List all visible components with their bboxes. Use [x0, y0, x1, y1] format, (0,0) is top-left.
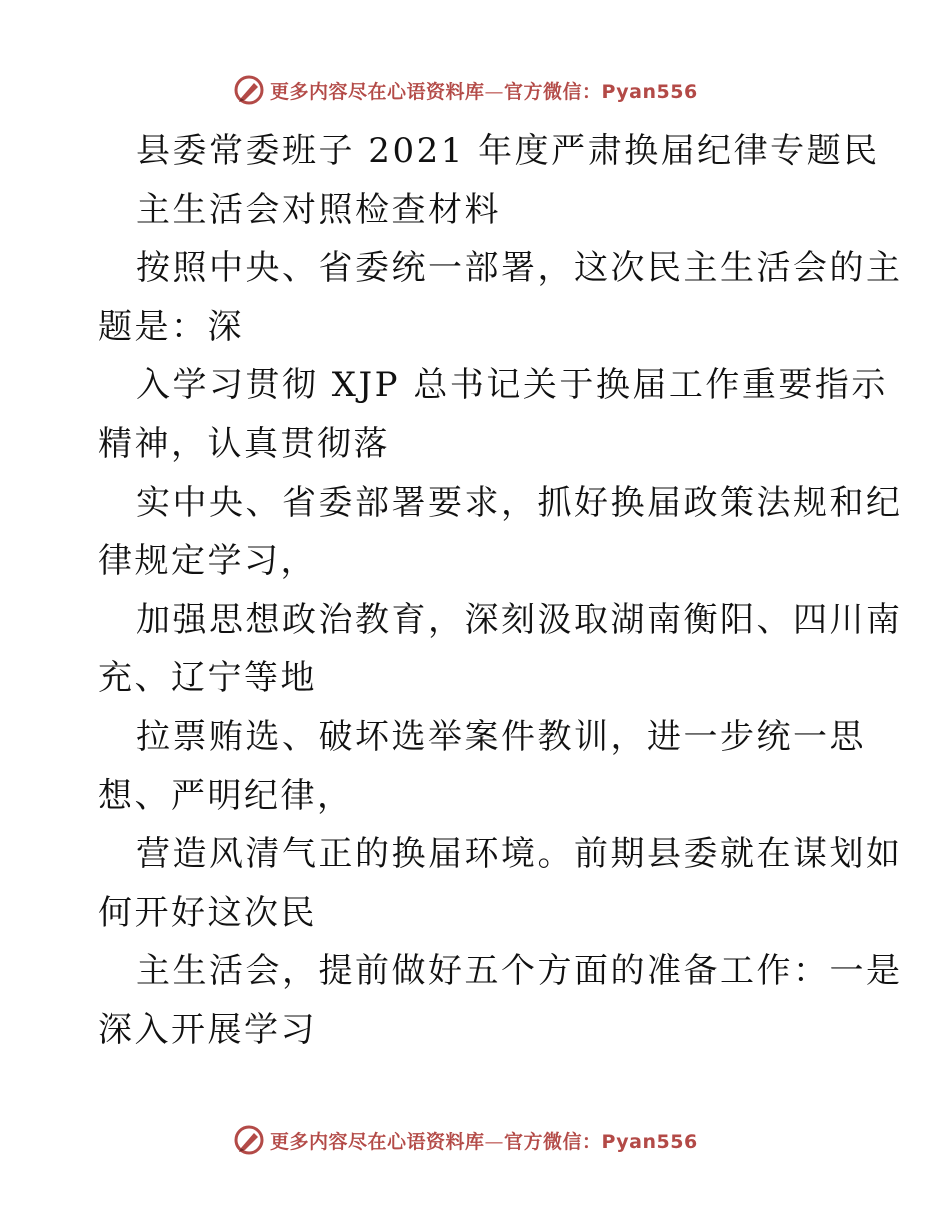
document-line: 想、严明纪律，	[98, 775, 354, 816]
document-line: 主生活会对照检查材料	[136, 189, 501, 230]
document-line: 精神，认真贯彻落	[98, 423, 390, 464]
document-line: 按照中央、省委统一部署，这次民主生活会的主	[136, 248, 903, 289]
document-line: 题是：深	[98, 306, 244, 347]
pen-logo-icon	[232, 73, 266, 107]
pen-logo-icon	[232, 1123, 266, 1157]
document-line: 实中央、省委部署要求，抓好换届政策法规和纪	[136, 482, 903, 523]
watermark-text: 更多内容尽在心语资料库—官方微信：Pyan556	[270, 80, 698, 103]
footer-watermark	[232, 1122, 752, 1158]
document-line: 律规定学习，	[98, 541, 317, 582]
document-line: 充、辽宁等地	[98, 658, 317, 699]
document-line: 营造风清气正的换届环境。前期县委就在谋划如	[136, 834, 903, 875]
header-watermark	[232, 72, 752, 108]
document-body	[98, 122, 903, 1060]
document-line: 县委常委班子 2021 年度严肃换届纪律专题民	[136, 131, 880, 171]
document-line: 主生活会，提前做好五个方面的准备工作：一是	[136, 951, 903, 992]
document-line: 拉票贿选、破坏选举案件教训，进一步统一思	[136, 716, 866, 757]
watermark-text: 更多内容尽在心语资料库—官方微信：Pyan556	[270, 1130, 698, 1153]
document-line: 深入开展学习	[98, 1009, 317, 1050]
document-line: 入学习贯彻 XJP 总书记关于换届工作重要指示	[136, 365, 888, 406]
document-line: 何开好这次民	[98, 892, 317, 933]
document-line: 加强思想政治教育，深刻汲取湖南衡阳、四川南	[136, 599, 903, 640]
